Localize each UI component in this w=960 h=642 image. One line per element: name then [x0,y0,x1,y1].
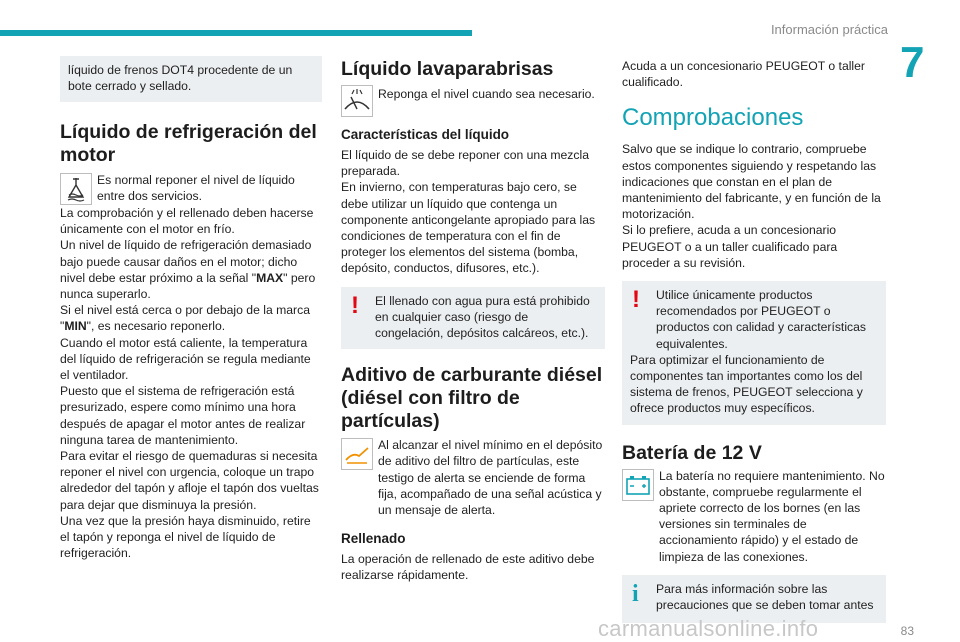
refill-text: La operación de rellenado de este aditivo debe realizarse rápidamente. [341,552,595,583]
max-mark: MAX [256,270,284,285]
battery-row [622,468,886,565]
battery-icon [622,469,654,501]
heading-checks: Comprobaciones [622,104,804,132]
column-3 [622,56,886,623]
coolant-p2: Un nivel de líquido de refrigeración demasiado bajo puede causar daños en el motor; dicho nivel debe estar próximo a la señal "MAX" pero nunca superarlo. [60,238,316,302]
washer-row [341,84,605,117]
coolant-intro: Es normal reponer el nivel de líquido entre dos servicios. [97,173,295,204]
warning-text-water: El llenado con agua pura está prohibido en cualquier caso (riesgo de congelación, depósitos calcáreos, etc.). [375,293,590,341]
section-title-additive: Aditivo de carburante diésel (diésel con filtro de partículas) [341,364,603,433]
header-accent-bar [0,30,472,36]
note-box [60,56,322,102]
info-text-battery: Para más información sobre las precauciones que se deben tomar antes [656,581,874,613]
column-1 [60,56,322,561]
battery-text: La batería no requiere mantenimiento. No obstante, compruebe regularmente el apriete correcto de los bornes (en las versiones sin terminales de accionamiento rápido) y el estado de limpieza de las conexiones. [659,468,885,564]
coolant-p7: Una vez que la presión haya disminuido, retire el tapón y reponga el nivel de líquido de refrigeración. [60,513,311,561]
subsection-title-characteristics: Características del líquido [341,127,510,142]
additive-intro: Al alcanzar el nivel mínimo en el depósito de aditivo del filtro de partículas, este testigo de alerta se enciende de forma fija, acompañado de una señal acústica y un mensaje de alerta. [378,438,603,518]
min-mark: MIN [64,319,87,334]
warning-text-products: Utilice únicamente productos recomendados por PEUGEOT o productos con calidad y características equivalentes. [656,288,866,351]
coolant-p6: Para evitar el riesgo de quemaduras si necesita reponer el nivel con urgencia, coloque un trapo alrededor del tapón y afloje el tapón dos vueltas para dejar que disminuya la presión. [60,449,319,512]
coolant-row [60,172,322,205]
coolant-icon [60,173,92,205]
warning-box-water [341,287,605,350]
washer-intro: Reponga el nivel cuando sea necesario. [378,87,595,101]
washer-icon [341,85,373,117]
page-number: 83 [900,624,914,638]
section-title-battery: Batería de 12 V [622,441,762,464]
washer-p2: En invierno, con temperaturas bajo cero, se debe utilizar un líquido que contenga un componente anticongelante apropiado para las condiciones de temperatura con el fin de proteger los elementos del sistema (bomba, depósito, conductos, difusores, etc.). [341,180,596,276]
section-title-coolant: Líquido de refrigeración del motor [60,121,317,166]
washer-p1: El líquido de se debe reponer con una mezcla preparada. [341,148,589,179]
note-text: líquido de frenos DOT4 procedente de un bote cerrado y sellado. [68,63,293,93]
additive-row [341,437,605,518]
column-2 [341,56,605,584]
coolant-p1: La comprobación y el rellenado deben hacerse únicamente con el motor en frío. [60,206,314,237]
subsection-title-refill: Rellenado [341,531,406,547]
coolant-p4: Cuando el motor está caliente, la temperatura del líquido de refrigeración se regula mediante el ventilador. [60,335,311,383]
dealer-text: Acuda a un concesionario PEUGEOT o taller cualificado. [622,59,865,90]
warning-icon: ! [351,291,359,319]
checks-p2: Si lo prefiere, acuda a un concesionario PEUGEOT o a un taller cualificado para proceder a su revisión. [622,223,838,270]
fuel-additive-icon [341,438,373,470]
checks-p1: Salvo que se indique lo contrario, compruebe estos componentes siguiendo y respetando las indicaciones que constan en el plan de mantenimiento del fabricante, y en función de la motorización. [622,142,881,222]
running-header: Información práctica [770,22,888,37]
warning-icon: ! [632,286,640,314]
section-title-washer: Líquido lavaparabrisas [341,58,554,80]
warning-text-optimize: Para optimizar el funcionamiento de componentes tan importantes como los del sistema de frenos, PEUGEOT selecciona y ofrece productos muy específicos. [630,352,863,416]
coolant-p5: Puesto que el sistema de refrigeración está presurizado, espere como mínimo una hora después de apagar el motor antes de realizar ninguna tarea de mantenimiento. [60,384,306,447]
watermark: carmanualsonline.info [598,616,819,641]
coolant-p3: Si el nivel está cerca o por debajo de la marca "MIN", es necesario reponerlo. [60,303,310,334]
chapter-number: 7 [900,38,925,87]
warning-box-products [622,281,886,425]
info-icon: i [632,580,639,607]
